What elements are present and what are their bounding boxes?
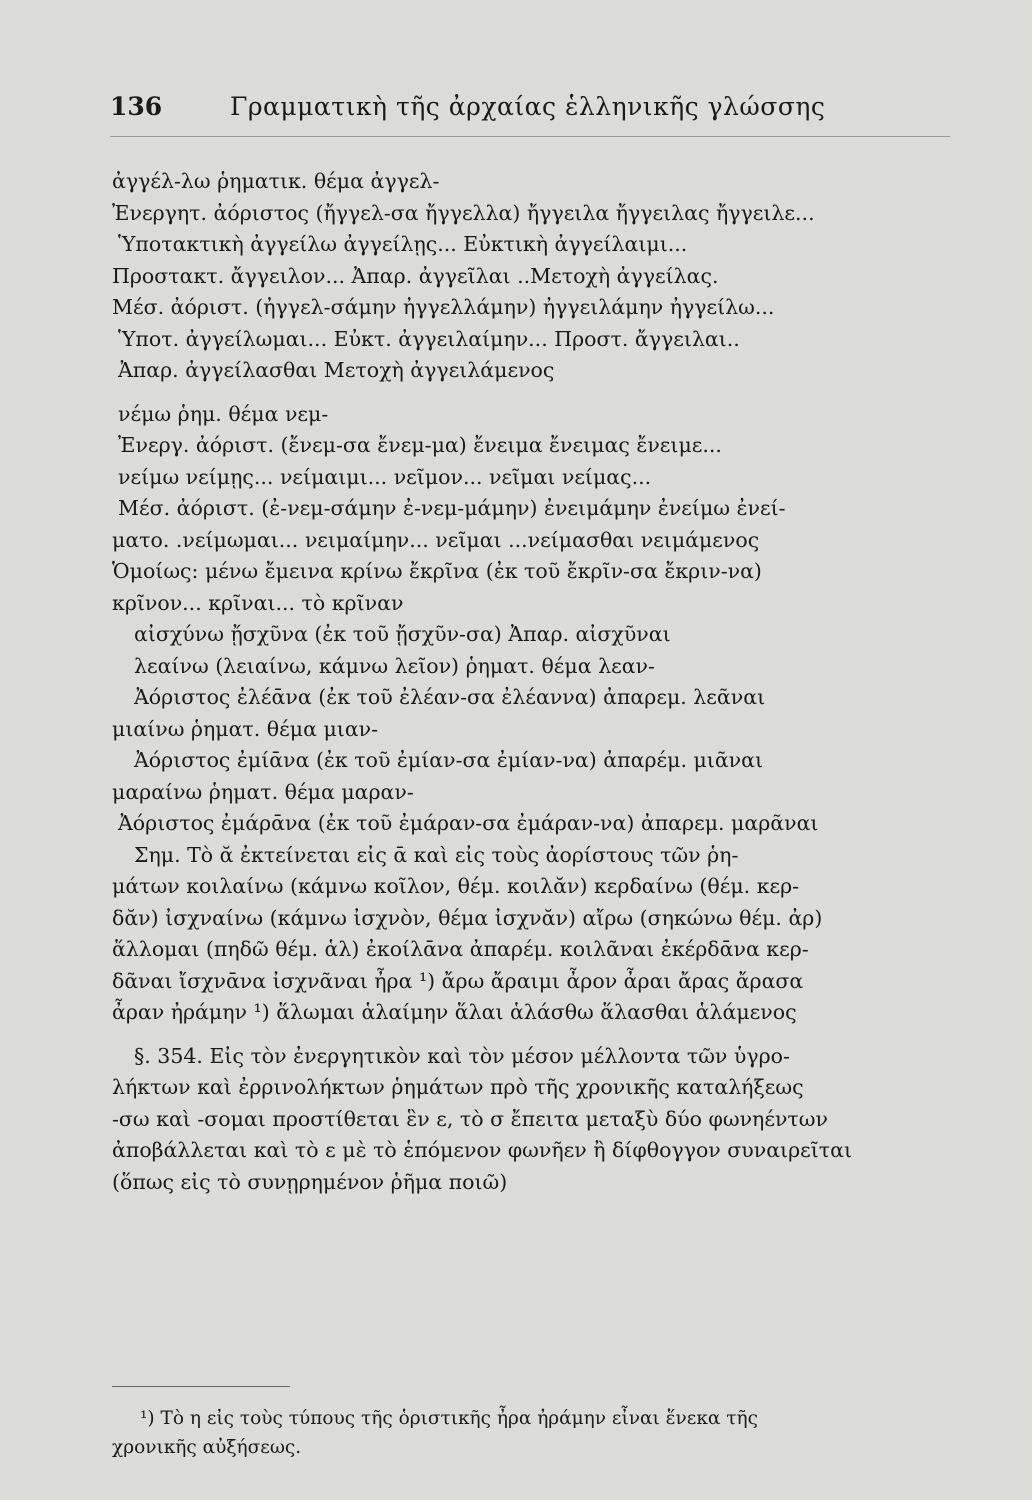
text-line: μιαίνω ῥηματ. θέμα μιαν- xyxy=(112,716,379,741)
text-line: Ἐνεργ. ἀόριστ. (ἔνεμ-σα ἔνεμ-μα) ἔνειμα ἔνειμας ἔνειμε... xyxy=(118,433,722,457)
footnote-rule xyxy=(112,1386,290,1387)
text-line: ἀποβάλλεται καὶ τὸ ε μὲ τὸ ἑπόμενον φωνῆεν ἢ δίφθογγον συναιρεῖται xyxy=(112,1138,853,1162)
page-header xyxy=(110,92,950,128)
text-line: δᾶναι ἴσχνᾱνα ἰσχνᾶναι ἦρα ¹) ἄρω ἄραιμι ἆρον ἆραι ἄρας ἄρασα xyxy=(112,968,804,993)
body-text xyxy=(112,166,952,1198)
header-rule xyxy=(110,136,950,137)
section-354-line: §. 354. Εἰς τὸν ἐνεργητικὸν καὶ τὸν μέσον μέλλοντα τῶν ὑγρο- xyxy=(134,1043,790,1068)
text-line: μάτων κοιλαίνω (κάμνω κοῖλον, θέμ. κοιλᾰν) κερδαίνω (θέμ. κερ- xyxy=(112,874,800,898)
text-line: Ὑποτακτικὴ ἀγγείλω ἀγγείλῃς... Εὐκτικὴ ἀγγείλαιμι... xyxy=(118,232,688,256)
text-line: ἅλλομαι (πηδῶ θέμ. ἁλ) ἐκοίλᾱνα ἀπαρέμ. κοιλᾶναι ἐκέρδᾱνα κερ- xyxy=(112,937,809,961)
footnote xyxy=(112,1404,952,1462)
text-line: Μέσ. ἀόριστ. (ἐ-νεμ-σάμην ἐ-νεμ-μάμην) ἐνειμάμην ἐνείμω ἐνεί- xyxy=(118,496,786,520)
text-line: (ὅπως εἰς τὸ συνῃρημένον ῥῆμα ποιῶ) xyxy=(112,1169,508,1194)
text-line: Ἀόριστος ἐλέᾱνα (ἐκ τοῦ ἐλέαν-σα ἐλέαννα) ἀπαρεμ. λεᾶναι xyxy=(134,685,766,709)
text-line: ἀγγέλ-λω ῥηματικ. θέμα ἀγγελ- xyxy=(112,169,440,193)
text-line: Ὑποτ. ἀγγείλωμαι... Εὐκτ. ἀγγειλαίμην... Προστ. ἄγγειλαι.. xyxy=(118,326,740,351)
text-line: Ὁμοίως: μένω ἔμεινα κρίνω ἔκρῖνα (ἐκ τοῦ ἔκρῖν-σα ἔκριν-να) xyxy=(112,559,762,583)
text-line: κρῖνον... κρῖναι... τὸ κρῖναν xyxy=(112,590,404,615)
text-line: νέμω ῥημ. θέμα νεμ- xyxy=(118,401,329,426)
page-number: 136 xyxy=(110,92,163,121)
text-line: -σω καὶ -σομαι προστίθεται ἓν ε, τὸ σ ἔπειτα μεταξὺ δύο φωνηέντων xyxy=(112,1106,828,1131)
text-line: δᾰν) ἰσχναίνω (κάμνω ἰσχνὸν, θέμα ἰσχνᾰν) αἴρω (σηκώνω θέμ. ἀρ) xyxy=(112,905,823,930)
footnote-line: ¹) Τὸ η εἰς τοὺς τύπους τῆς ὁριστικῆς ἦρα ἠράμην εἶναι ἕνεκα τῆς xyxy=(140,1408,758,1429)
text-line: λεαίνω (λειαίνω, κάμνω λεῖον) ῥηματ. θέμα λεαν- xyxy=(134,653,655,678)
text-line: μαραίνω ῥηματ. θέμα μαραν- xyxy=(112,779,414,804)
paragraph-gap xyxy=(112,387,952,399)
text-line: Ἀπαρ. ἀγγείλασθαι Μετοχὴ ἀγγειλάμενος xyxy=(118,358,555,382)
footnote-line: χρονικῆς αὐξήσεως. xyxy=(112,1437,302,1458)
text-line: Ἀόριστος ἐμίᾱνα (ἐκ τοῦ ἐμίαν-σα ἐμίαν-να) ἀπαρέμ. μιᾶναι xyxy=(134,748,764,772)
text-line: αἰσχύνω ᾔσχῦνα (ἐκ τοῦ ᾔσχῦν-σα) Ἀπαρ. αἰσχῦναι xyxy=(134,622,671,646)
text-line: λήκτων καὶ ἐρρινολήκτων ῥημάτων πρὸ τῆς χρονικῆς καταλήξεως xyxy=(112,1075,804,1099)
running-title: Γραμματικὴ τῆς ἀρχαίας ἑλληνικῆς γλώσσης xyxy=(230,92,826,121)
text-line: ἆραν ἠράμην ¹) ἅλωμαι ἁλαίμην ἅλαι ἁλάσθω ἅλασθαι ἁλάμενος xyxy=(112,1000,797,1024)
text-line: ματο. .νείμωμαι... νειμαίμην... νεῖμαι ...νείμασθαι νειμάμενος xyxy=(112,527,760,552)
text-line: Προστακτ. ἄγγειλον... Ἀπαρ. ἀγγεῖλαι ..Μετοχὴ ἀγγείλας. xyxy=(112,263,719,288)
text-line: Ἐνεργητ. ἀόριστος (ἤγγελ-σα ἤγγελλα) ἤγγειλα ἤγγειλας ἤγγειλε... xyxy=(112,200,815,225)
paragraph-gap xyxy=(112,1029,952,1041)
text-line: Μέσ. ἀόριστ. (ἠγγελ-σάμην ἠγγελλάμην) ἠγγειλάμην ἠγγείλω... xyxy=(112,295,775,319)
text-line: νείμω νείμῃς... νείμαιμι... νεῖμον... νεῖμαι νείμας... xyxy=(118,464,652,489)
text-line: Σημ. Τὸ ᾰ ἐκτείνεται εἰς ᾱ καὶ εἰς τοὺς ἀορίστους τῶν ῥη- xyxy=(134,842,739,867)
text-line: Ἀόριστος ἐμάρᾱνα (ἐκ τοῦ ἐμάραν-σα ἐμάραν-να) ἀπαρεμ. μαρᾶναι xyxy=(118,811,819,835)
